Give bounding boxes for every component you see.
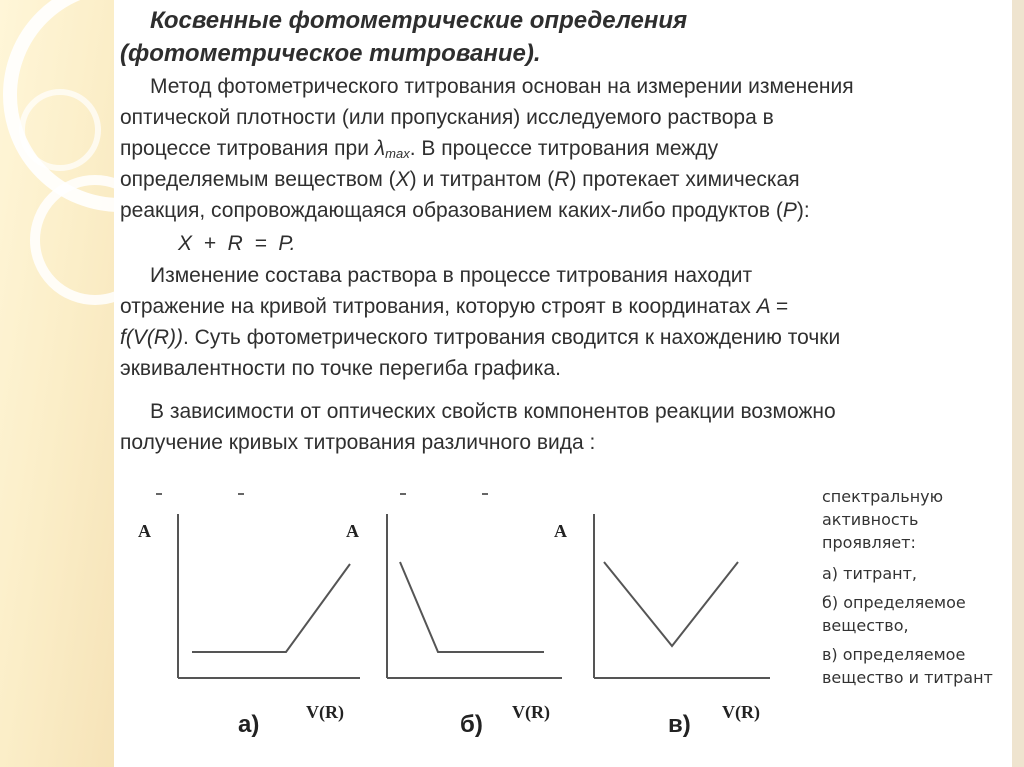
paragraph2-line2-text: отражение на кривой титрования, которую строят в координатах [120,295,757,318]
paragraph1-line3-text: процессе титрования при [120,137,375,160]
function-formula: f(V(R)) [120,326,183,349]
graph-b-x-label: V(R) [512,702,550,722]
graph-b-caption: б) [460,711,483,738]
slide-title-line1: Косвенные фотометрические определения [150,7,688,34]
side-note-line1: спектральную [822,487,944,506]
paragraph3-line1: В зависимости от оптических свойств компонентов реакции возможно [150,400,836,423]
paragraph1-line4 [120,165,800,194]
paragraph1-line4-c: ) протекает химическая [569,168,800,191]
lambda-subscript: max [385,146,410,161]
var-x: X [395,168,410,191]
graph-c-curve [604,562,738,646]
paragraph2-line2 [120,292,788,321]
graph-a-y-label-right: A [346,521,359,541]
paragraph3-line2: получение кривых титрования различного вида : [120,431,596,454]
graph-b-curve [400,562,544,652]
side-note-item-c2: вещество и титрант [822,668,993,687]
right-strip [1012,0,1024,767]
graph-a-x-label: V(R) [306,702,344,722]
paragraph1-line4-a: определяемым веществом ( [120,168,396,191]
side-note-item-a: а) титрант, [822,564,917,583]
graph-a-y-label: A [138,521,151,541]
paragraph2-line3-text: . Суть фотометрического титрования сводится к нахождению точки [182,326,841,349]
side-note-item-c1: в) определяемое [822,645,966,664]
graph-c-x-label: V(R) [722,702,760,722]
graph-a [138,514,360,738]
graph-a-curve [192,564,350,652]
side-note-item-b1: б) определяемое [822,593,966,612]
var-r: R [554,168,570,191]
paragraph1-line5-b: ): [796,199,810,222]
side-note-line3: проявляет: [822,533,916,552]
paragraph1-line5-a: реакция, сопровождающаяся образованием каких-либо продуктов ( [120,199,783,222]
graph-a-caption: а) [238,711,260,738]
graph-c [554,514,770,738]
slide-title-line2: (фотометрическое титрование). [120,40,541,67]
graph-c-y-label: A [554,521,567,541]
paragraph2-line4: эквивалентности по точке перегиба графика. [120,357,561,380]
paragraph1-line3-end: . В процессе титрования между [409,137,719,160]
side-note-item-b2: вещество, [822,616,909,635]
graph-c-caption: в) [668,711,691,738]
lambda-symbol: λ [374,137,386,160]
paragraph2-line1: Изменение состава раствора в процессе титрования находит [150,264,753,287]
paragraph1-line4-b: ) и титрантом ( [409,168,555,191]
paragraph2-line3 [120,323,840,352]
reaction-equation: X + R = P. [178,232,296,255]
paragraph1-line2: оптической плотности (или пропускания) исследуемого раствора в [120,106,774,129]
var-p: P [782,199,797,222]
graph-b [387,514,562,738]
titration-curves [120,480,800,760]
a-equals: A = [756,295,788,318]
paragraph1-line5 [120,196,810,225]
side-note-line2: активность [822,510,919,529]
paragraph1-line1: Метод фотометрического титрования основан на измерении изменения [150,75,854,98]
paragraph1-line3 [120,134,718,168]
